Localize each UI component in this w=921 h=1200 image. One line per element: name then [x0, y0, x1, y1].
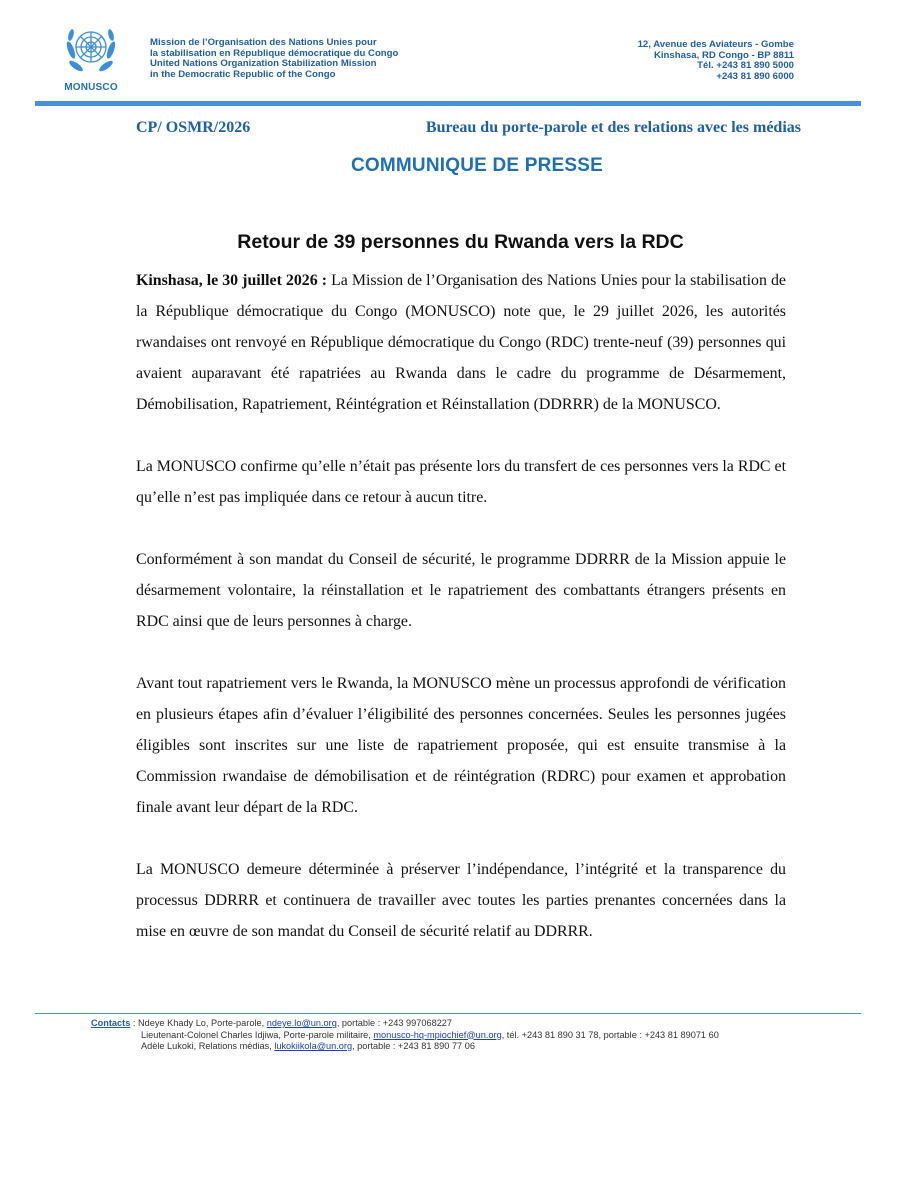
body-paragraph: Avant tout rapatriement vers le Rwanda, la MONUSCO mène un processus approfondi de vérification en plusieurs étapes afin d’évaluer l’éligibilité des personnes concernées. Seules les personnes jugées éligibles sont inscrites sur une liste de rapatriement proposée, qui est ensuite transmise à la Commission rwandaise de démobilisation et de réintégration (RDRC) pour examen et approbation finale avant leur départ de la RDC.	[136, 675, 786, 816]
contact-email-link[interactable]: lukokiikola@un.org	[274, 1041, 353, 1051]
contact-name: Lieutenant-Colonel Charles Idjiwa, Porte-parole militaire,	[141, 1029, 371, 1040]
contacts-separator: :	[130, 1018, 138, 1028]
mission-line: United Nations Organization Stabilization Mission	[150, 58, 377, 70]
address-line: +243 81 890 6000	[716, 70, 794, 82]
address-line: Tél. +243 81 890 5000	[697, 60, 794, 72]
contact-name: Adèle Lukoki, Relations médias,	[141, 1041, 272, 1051]
address-block	[638, 40, 794, 82]
mission-line: Mission de l’Organisation des Nations Unies pour	[150, 37, 377, 48]
mission-line: in the Democratic Republic of the Congo	[150, 68, 336, 80]
header-divider	[35, 101, 861, 106]
logo-caption: MONUSCO	[64, 82, 118, 93]
body-paragraph: Conformément à son mandat du Conseil de sécurité, le programme DDRRR de la Mission appuie le désarmement volontaire, la réinstallation et le rapatriement des combattants étrangers présents en RDC ainsi que de leurs personnes à charge.	[136, 551, 786, 630]
contact-email-link[interactable]: ndeye.lo@un.org	[266, 1018, 337, 1028]
contact-row	[91, 1041, 719, 1053]
press-release-body	[136, 265, 786, 978]
contact-phone: , portable : +243 997068227	[336, 1018, 453, 1028]
dateline: Kinshasa, le 30 juillet 2026 :	[136, 272, 328, 289]
body-paragraph: La MONUSCO demeure déterminée à préserver l’indépendance, l’intégrité et la transparence du processus DDRRR et continuera de travailler avec toutes les parties prenantes concernées dans la mise en œuvre de son mandat du Conseil de sécurité relatif au DDRRR.	[136, 861, 786, 940]
address-line: 12, Avenue des Aviateurs - Gombe	[637, 39, 794, 50]
un-emblem-icon	[62, 20, 120, 80]
document-reference: CP/ OSMR/2026	[136, 119, 251, 136]
contacts-block	[91, 1018, 719, 1053]
document-type-title: COMMUNIQUE DE PRESSE	[350, 155, 604, 176]
press-release-headline: Retour de 39 personnes du Rwanda vers la RDC	[237, 231, 684, 253]
contact-row	[91, 1030, 719, 1042]
contacts-label: Contacts	[91, 1018, 131, 1028]
paragraph-text: La Mission de l’Organisation des Nations Unies pour la stabilisation de la République démocratique du Congo (MONUSCO) note que, le 29 juillet 2026, les autorités rwandaises ont renvoyé en République démocratique du Congo (RDC) trente-neuf (39) personnes qui avaient auparavant été rapatriées au Rwanda dans le cadre du programme de Désarmement, Démobilisation, Rapatriement, Réintégration et Réinstallation (DDRRR) de la MONUSCO.	[136, 272, 786, 413]
contact-name: Ndeye Khady Lo, Porte-parole,	[137, 1018, 265, 1028]
address-line: Kinshasa, RD Congo - BP 8811	[653, 49, 794, 61]
bureau-title: Bureau du porte-parole et des relations avec les médias	[425, 119, 801, 136]
body-paragraph	[136, 265, 786, 420]
footer-divider	[35, 1013, 861, 1014]
body-paragraph: La MONUSCO confirme qu’elle n’était pas présente lors du transfert de ces personnes vers la RDC et qu’elle n’est pas impliquée dans ce retour à aucun titre.	[136, 458, 786, 506]
un-logo	[58, 20, 128, 100]
contact-email-link[interactable]: monusco-hq-mpiochief@un.org	[373, 1029, 502, 1040]
contact-phone: , tél. +243 81 890 31 78, portable : +243 81 89071 60	[501, 1029, 719, 1040]
mission-line: la stabilisation en République démocratique du Congo	[150, 47, 399, 59]
contact-phone: , portable : +243 81 890 77 06	[352, 1041, 475, 1051]
contact-row	[91, 1018, 719, 1030]
mission-name-block	[150, 38, 398, 80]
